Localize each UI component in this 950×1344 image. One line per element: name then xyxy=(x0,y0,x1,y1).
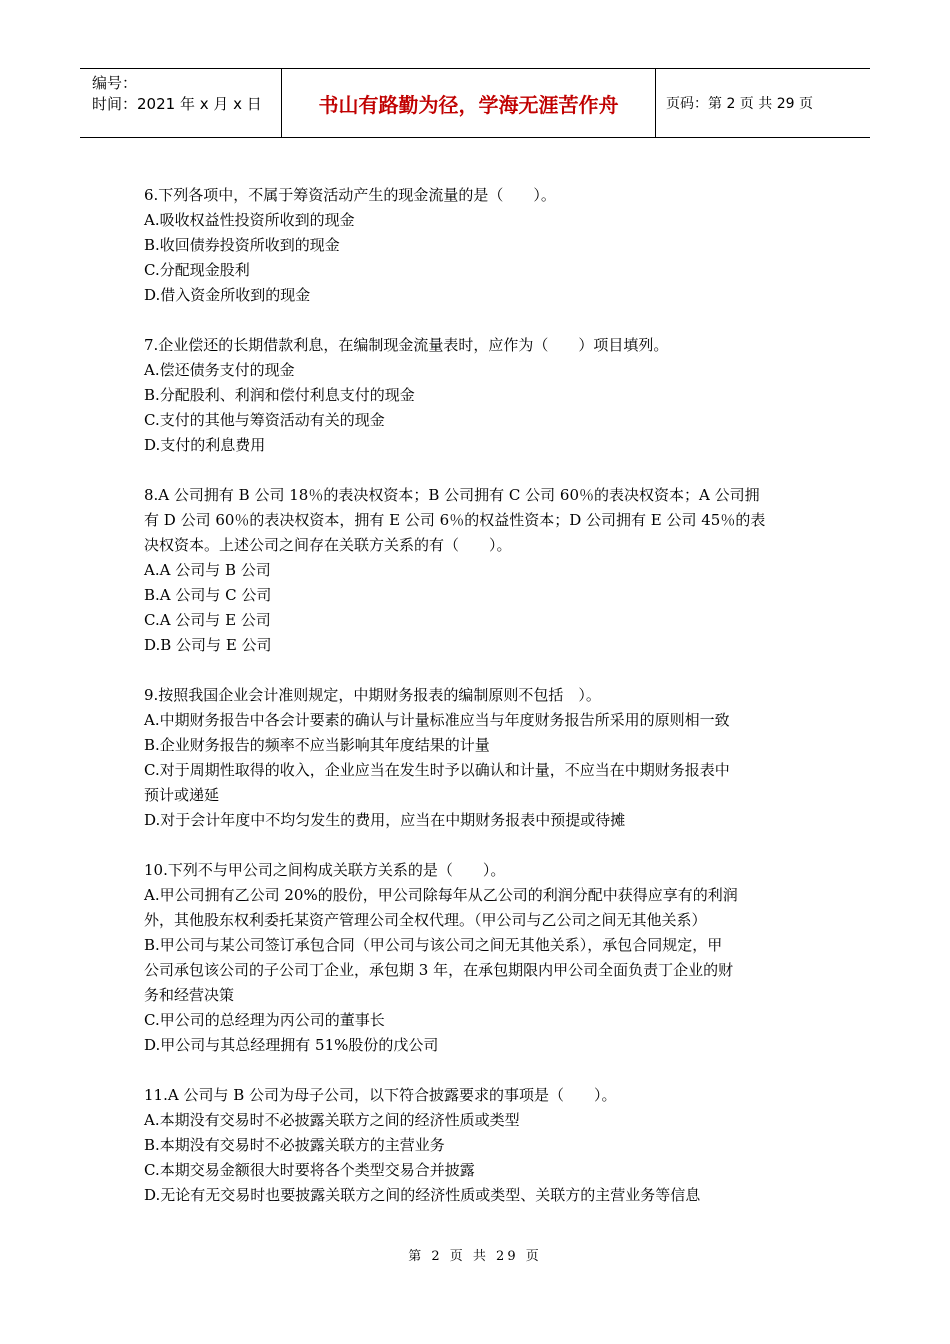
question-stem: 8.A 公司拥有 B 公司 18％的表决权资本；B 公司拥有 C 公司 60％的表决权资本；A 公司拥 xyxy=(144,486,760,504)
answer-option: B.本期没有交易时不必披露关联方的主营业务 xyxy=(144,1136,445,1154)
answer-option: A.偿还债务支付的现金 xyxy=(144,361,295,379)
answer-option: 务和经营决策 xyxy=(144,986,235,1004)
question-block xyxy=(144,483,808,658)
answer-option: C.分配现金股利 xyxy=(144,261,250,279)
answer-option: D.借入资金所收到的现金 xyxy=(144,286,311,304)
answer-option: D.无论有无交易时也要披露关联方之间的经济性质或类型、关联方的主营业务等信息 xyxy=(144,1186,701,1204)
question-stem: 9.按照我国企业会计准则规定，中期财务报表的编制原则不包括 ）。 xyxy=(144,686,601,704)
answer-option: B.收回债券投资所收到的现金 xyxy=(144,236,340,254)
answer-option: 预计或递延 xyxy=(144,786,220,804)
answer-option: D.支付的利息费用 xyxy=(144,436,266,454)
question-block xyxy=(144,1083,808,1208)
question-block xyxy=(144,183,808,308)
answer-option: B.A 公司与 C 公司 xyxy=(144,586,272,604)
answer-option: D.甲公司与其总经理拥有 51%股份的戊公司 xyxy=(144,1036,439,1054)
answer-option: C.支付的其他与筹资活动有关的现金 xyxy=(144,411,385,429)
question-stem: 10.下列不与甲公司之间构成关联方关系的是（ ）。 xyxy=(144,861,506,879)
answer-option: A.中期财务报告中各会计要素的确认与计量标准应当与年度财务报告所采用的原则相一致 xyxy=(144,711,730,729)
answer-option: 公司承包该公司的子公司丁企业，承包期 3 年，在承包期限内甲公司全面负责丁企业的财 xyxy=(144,961,734,979)
header-motto: 书山有路勤为径，学海无涯苦作舟 xyxy=(282,69,656,137)
question-stem: 决权资本。上述公司之间存在关联方关系的有（ ）。 xyxy=(144,536,512,554)
answer-option: 外，其他股东权利委托某资产管理公司全权代理。（甲公司与乙公司之间无其他关系） xyxy=(144,911,707,929)
question-block xyxy=(144,683,808,833)
answer-option: A.吸收权益性投资所收到的现金 xyxy=(144,211,355,229)
question-block xyxy=(144,333,808,458)
page-footer: 第 2 页 共 29 页 xyxy=(408,1249,542,1264)
question-list xyxy=(144,183,808,1233)
number-label: 编号： xyxy=(92,74,138,92)
header-info xyxy=(80,69,282,137)
question-stem: 有 D 公司 60％的表决权资本，拥有 E 公司 6％的权益性资本；D 公司拥有 E 公司 45％的表 xyxy=(144,511,766,529)
answer-option: A.本期没有交易时不必披露关联方之间的经济性质或类型 xyxy=(144,1111,520,1129)
answer-option: B.分配股利、利润和偿付利息支付的现金 xyxy=(144,386,415,404)
question-stem: 11.A 公司与 B 公司为母子公司，以下符合披露要求的事项是（ ）。 xyxy=(144,1086,617,1104)
answer-option: B.甲公司与某公司签订承包合同（甲公司与该公司之间无其他关系），承包合同规定，甲 xyxy=(144,936,723,954)
answer-option: C.甲公司的总经理为丙公司的董事长 xyxy=(144,1011,385,1029)
answer-option: A.A 公司与 B 公司 xyxy=(144,561,271,579)
answer-option: A.甲公司拥有乙公司 20%的股份，甲公司除每年从乙公司的利润分配中获得应享有的利润 xyxy=(144,886,738,904)
header-page-code: 页码：第 2 页 共 29 页 xyxy=(666,96,813,112)
question-stem: 6.下列各项中，不属于筹资活动产生的现金流量的是（ ）。 xyxy=(144,186,556,204)
answer-option: D.B 公司与 E 公司 xyxy=(144,636,272,654)
answer-option: B.企业财务报告的频率不应当影响其年度结果的计量 xyxy=(144,736,490,754)
date-label: 时间：2021 年 x 月 x 日 xyxy=(92,95,262,113)
question-block xyxy=(144,858,808,1058)
page-header xyxy=(80,68,870,138)
answer-option: C.A 公司与 E 公司 xyxy=(144,611,271,629)
answer-option: D.对于会计年度中不均匀发生的费用，应当在中期财务报表中预提或待摊 xyxy=(144,811,626,829)
question-stem: 7.企业偿还的长期借款利息，在编制现金流量表时，应作为（ ）项目填列。 xyxy=(144,336,669,354)
answer-option: C.本期交易金额很大时要将各个类型交易合并披露 xyxy=(144,1161,475,1179)
answer-option: C.对于周期性取得的收入，企业应当在发生时予以确认和计量，不应当在中期财务报表中 xyxy=(144,761,730,779)
